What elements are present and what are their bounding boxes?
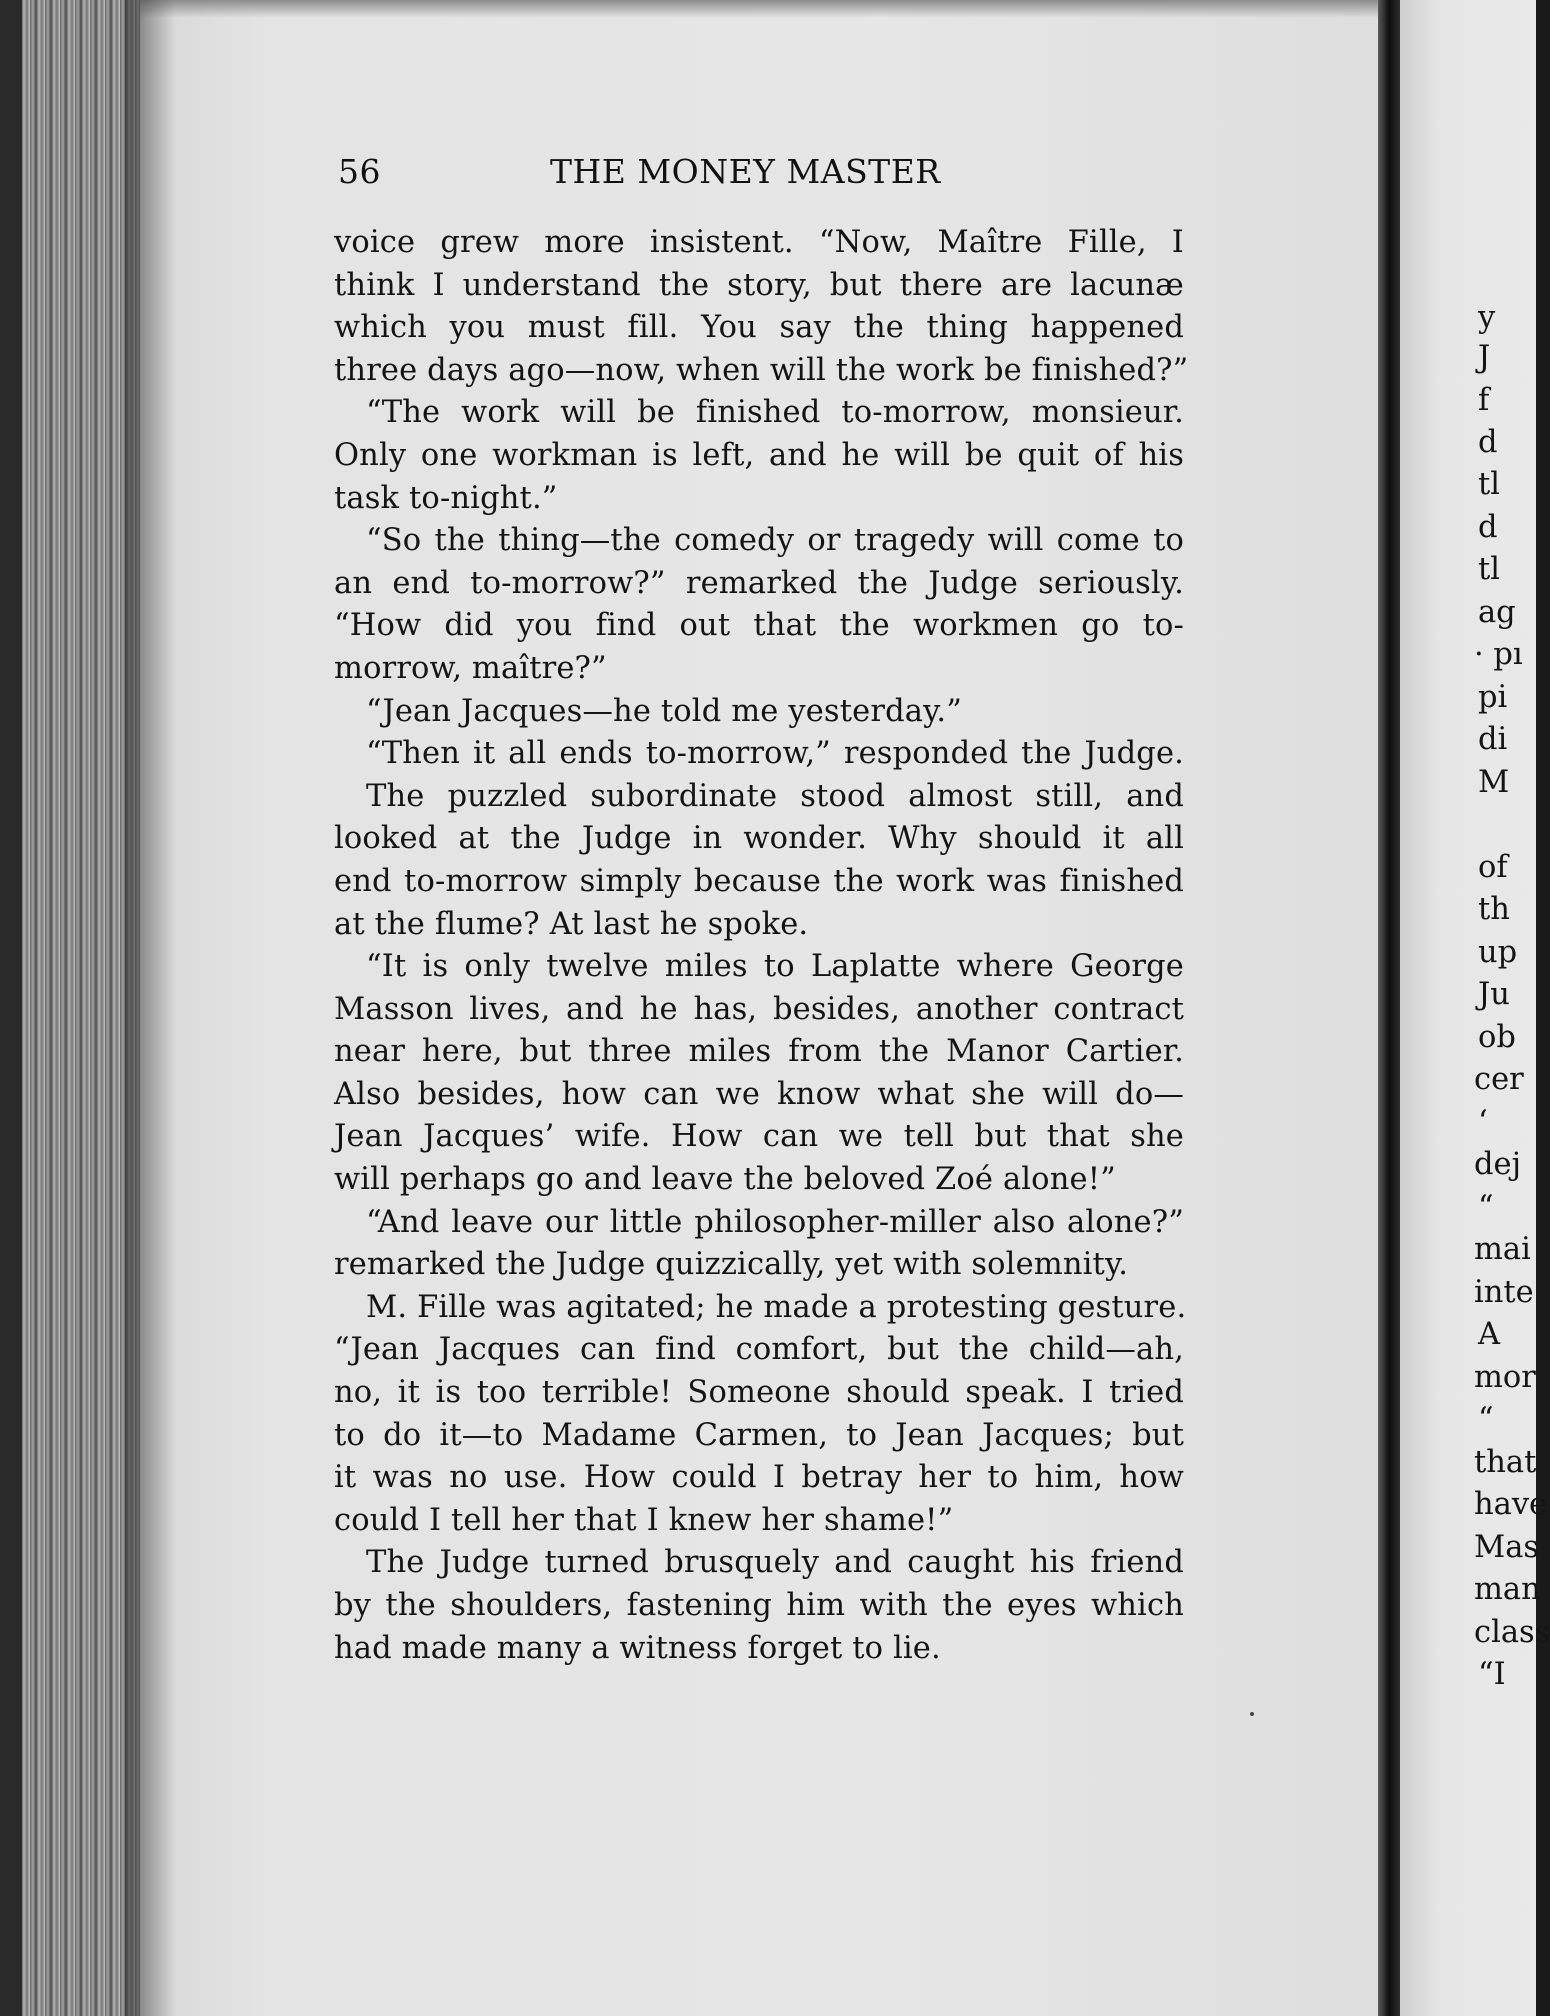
facing-page-fragment: Ju — [1478, 977, 1510, 1012]
text-line: by the shoulders, fastening him with the eyes which — [334, 1588, 1184, 1623]
facing-page-fragment: mor — [1474, 1360, 1536, 1395]
text-line: voice grew more insistent. “Now, Maître Fille, I — [334, 225, 1184, 260]
text-line: “So the thing—the comedy or tragedy will come to — [366, 523, 1184, 559]
facing-page-fragment: ob — [1478, 1020, 1516, 1055]
facing-page-fragment: class — [1474, 1615, 1550, 1650]
page-inner-shadow — [125, 0, 175, 2016]
facing-page-fragment: ag — [1478, 595, 1516, 630]
book-gutter — [1378, 0, 1400, 2016]
text-line: no, it is too terrible! Someone should speak. I tried — [334, 1375, 1184, 1411]
text-line: M. Fille was agitated; he made a protesting gesture. — [366, 1289, 1187, 1325]
facing-page-fragment: dej — [1474, 1147, 1522, 1182]
text-line: “And leave our little philosopher-miller also alone?” — [366, 1204, 1184, 1240]
facing-page-fragment: “I — [1478, 1657, 1506, 1692]
text-line: an end to-morrow?” remarked the Judge seriously. — [334, 565, 1184, 601]
running-title: THE MONEY MASTER — [550, 152, 941, 191]
facing-page-fragment: inte — [1474, 1275, 1534, 1310]
text-line: had made many a witness forget to lie. — [334, 1630, 941, 1666]
facing-page-fragment: man — [1474, 1572, 1541, 1607]
text-line: think I understand the story, but there are lacunæ — [334, 267, 1184, 303]
text-line: task to-night.” — [334, 480, 558, 516]
text-line: remarked the Judge quizzically, yet with solemnity. — [334, 1247, 1129, 1283]
speck — [1250, 1712, 1254, 1716]
facing-page-fragment: J — [1478, 340, 1491, 375]
text-line: it was no use. How could I betray her to him, how — [334, 1460, 1184, 1496]
text-line: morrow, maître?” — [334, 650, 607, 686]
facing-page-fragment: ‘ — [1478, 1105, 1488, 1140]
facing-page-fragment: that — [1474, 1445, 1537, 1480]
text-line: will perhaps go and leave the beloved Zoé alone!” — [334, 1162, 1116, 1198]
facing-page-fragment: th — [1478, 892, 1510, 927]
facing-page-fragment: “ — [1478, 1190, 1494, 1225]
text-line: Jean Jacques’ wife. How can we tell but that she — [334, 1119, 1184, 1155]
facing-page-fragment: “ — [1478, 1402, 1494, 1437]
text-line: “Then it all ends to-morrow,” responded the Judge. — [366, 736, 1184, 772]
body-text — [334, 222, 1189, 1670]
text-line: “The work will be finished to-morrow, monsieur. — [366, 395, 1184, 431]
facing-page-fragment: have — [1474, 1487, 1548, 1522]
text-line: looked at the Judge in wonder. Why should it all — [334, 821, 1184, 857]
facing-page-fragment: d — [1478, 510, 1498, 545]
text-line: Also besides, how can we know what she will do— — [334, 1076, 1184, 1112]
facing-page-fragment: A — [1478, 1317, 1501, 1352]
facing-page-fragment: y — [1478, 300, 1496, 335]
text-line: could I tell her that I knew her shame!” — [334, 1502, 954, 1538]
facing-page-fragment: mai — [1474, 1232, 1531, 1267]
text-line: at the flume? At last he spoke. — [334, 906, 809, 942]
facing-page-fragment: M — [1478, 765, 1510, 800]
binding-shadow — [0, 0, 22, 2016]
facing-page-fragment: up — [1478, 935, 1518, 970]
text-line: The Judge turned brusquely and caught his friend — [366, 1545, 1184, 1581]
facing-page-fragment: tl — [1478, 467, 1501, 502]
text-line: “Jean Jacques can find comfort, but the child—ah, — [334, 1332, 1184, 1368]
text-line: Only one workman is left, and he will be quit of his — [334, 437, 1184, 473]
page-top-shadow — [140, 0, 1380, 18]
text-line: which you must fill. You say the thing happened — [334, 310, 1184, 346]
text-line: “Jean Jacques—he told me yesterday.” — [366, 693, 962, 729]
facing-page-fragment: Mas — [1474, 1530, 1540, 1565]
facing-page-fragment: d — [1478, 425, 1498, 460]
text-line: near here, but three miles from the Manor Cartier. — [334, 1034, 1184, 1070]
facing-page-fragment: of — [1478, 850, 1508, 885]
facing-page-fragment: · pı — [1474, 637, 1523, 672]
text-line: “How did you find out that the workmen go to- — [334, 608, 1184, 644]
text-line: The puzzled subordinate stood almost still, and — [366, 778, 1184, 814]
facing-page-edge — [1400, 0, 1536, 2016]
facing-page-fragment: cer — [1474, 1062, 1524, 1097]
text-line: three days ago—now, when will the work be finished?” — [334, 352, 1189, 388]
facing-page-fragment: f — [1478, 383, 1490, 418]
page-header — [338, 152, 988, 208]
text-line: Masson lives, and he has, besides, another contract — [334, 991, 1184, 1027]
text-line: end to-morrow simply because the work was finished — [334, 863, 1184, 899]
facing-page-fragment: pi — [1478, 680, 1508, 715]
page-number: 56 — [338, 152, 381, 191]
facing-page-fragment: tl — [1478, 552, 1501, 587]
facing-page-fragment: di — [1478, 722, 1508, 757]
text-line: “It is only twelve miles to Laplatte where George — [366, 949, 1184, 985]
text-line: to do it—to Madame Carmen, to Jean Jacques; but — [334, 1417, 1184, 1453]
